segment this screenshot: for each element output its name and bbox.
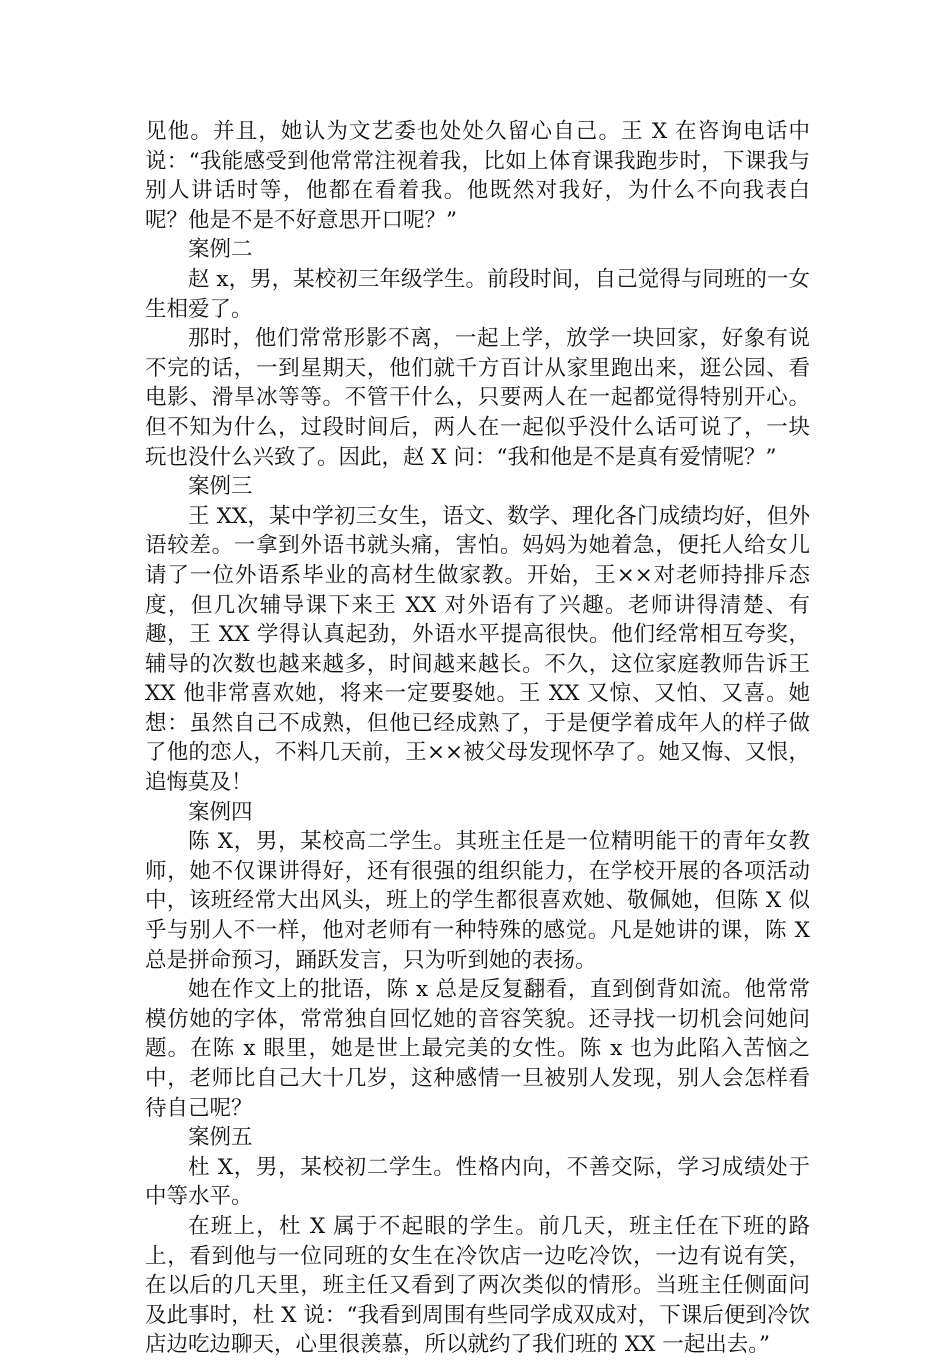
- paragraph: 在班上，杜 X 属于不起眼的学生。前几天，班主任在下班的路上，看到他与一位同班的女生在冷饮店一边吃冷饮，一边有说有笑，在以后的几天里，班主任又看到了两次类似的情形。当班主任侧面问及此事时，杜 X 说：“我看到周围有些同学成双成对，下课后便到冷饮店边吃边聊天，心里很羡慕，所以就约了我们班的 XX 一起出去。”: [145, 1213, 810, 1358]
- paragraph: 赵 x，男，某校初三年级学生。前段时间，自己觉得与同班的一女生相爱了。: [145, 266, 810, 322]
- case-heading-2: 案例二: [188, 237, 253, 263]
- paragraph: 杜 X，男，某校初二学生。性格内向，不善交际，学习成绩处于中等水平。: [145, 1154, 810, 1210]
- paragraph: 陈 X，男，某校高二学生。其班主任是一位精明能干的青年女教师，她不仅课讲得好，还有很强的组织能力，在学校开展的各项活动中，该班经常大出风头，班上的学生都很喜欢她、敬佩她，但陈 X 似乎与别人不一样，他对老师有一种特殊的感觉。凡是她讲的课，陈 X 总是拼命预习，踊跃发言，只为听到她的表扬。: [145, 829, 817, 973]
- case-heading-4: 案例四: [188, 799, 253, 825]
- paragraph: 她在作文上的批语，陈 x 总是反复翻看，直到倒背如流。他常常模仿她的字体，常常独自回忆她的音容笑貌。还寻找一切机会问她问题。在陈 x 眼里，她是世上最完美的女性。陈 x 也为此陷入苦恼之中，老师比自己大十几岁，这种感情一旦被别人发现，别人会怎样看待自己呢？: [145, 977, 810, 1121]
- case-heading-3: 案例三: [188, 474, 253, 500]
- paragraph-continuation: 见他。并且，她认为文艺委也处处久留心自己。王 X 在咨询电话中说：“我能感受到他常常注视着我，比如上体育课我跑步时，下课我与别人讲话时等，他都在看着我。他既然对我好，为什么不向我表白呢？他是不是不好意思开口呢？”: [145, 119, 810, 233]
- paragraph: 王 XX，某中学初三女生，语文、数学、理化各门成绩均好，但外语较差。一拿到外语书就头痛，害怕。妈妈为她着急，便托人给女儿请了一位外语系毕业的高材生做家教。开始，王××对老师持排斥态度，但几次辅导课下来王 XX 对外语有了兴趣。老师讲得清楚、有趣，王 XX 学得认真起劲，外语水平提高很快。他们经常相互夸奖，辅导的次数也越来越多，时间越来越长。不久，这位家庭教师告诉王 XX 他非常喜欢她，将来一定要娶她。王 XX 又惊、又怕、又喜。她想：虽然自己不成熟，但他已经成熟了，于是便学着成年人的样子做了他的恋人，不料几天前，王××被父母发现怀孕了。她又悔、又恨，追悔莫及！: [145, 503, 817, 796]
- paragraph: 那时，他们常常形影不离，一起上学，放学一块回家，好象有说不完的话，一到星期天，他们就千方百计从家里跑出来，逛公园、看电影、滑旱冰等等。不管干什么，只要两人在一起都觉得特别开心。但不知为什么，过段时间后，两人在一起似乎没什么话可说了，一块玩也没什么兴致了。因此，赵 X 问：“我和他是不是真有爱情呢？”: [145, 326, 810, 470]
- document-page: [145, 117, 817, 1360]
- case-heading-5: 案例五: [188, 1125, 253, 1151]
